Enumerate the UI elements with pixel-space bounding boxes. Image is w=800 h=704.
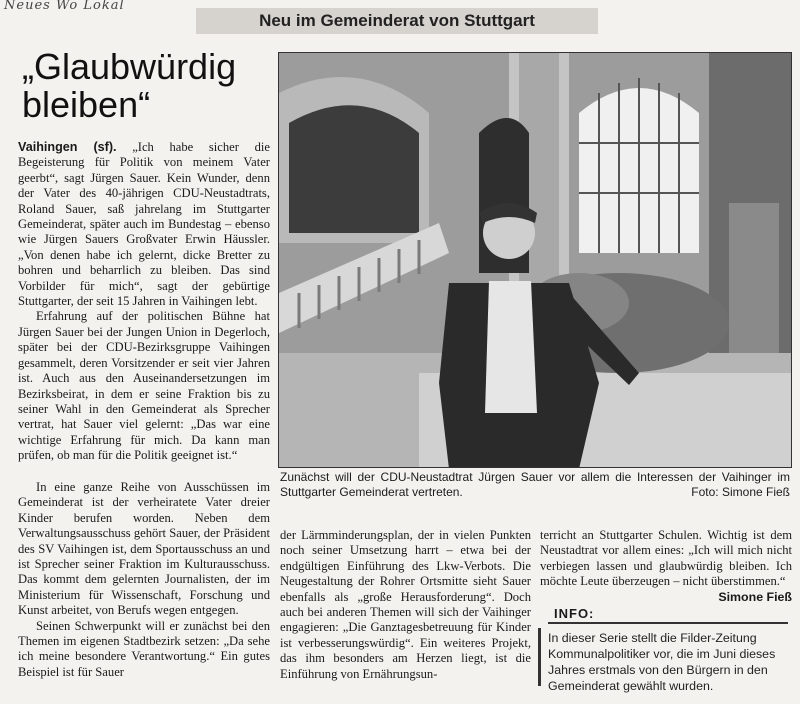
paragraph: der Lärmminderungsplan, der in vielen Punkten noch seiner Umsetzung harrt – etwa bei der endgültigen Einführung des Lkw-Verbots. Die Neugestaltung der Rohrer Ortsmitte sieht Sauer ebenfalls als „große Herausforderung“. Doch auch bei anderen Themen will sich der Vaihinger engagieren: „Die Ganztagesbetreuung für Kinder ist verbesserungswürdig“. Ein weiteres Projekt, das ihm besonders am Herzen liegt, ist die Einführung von Ernährungsun- xyxy=(280,528,531,681)
headline-line-2: bleiben“ xyxy=(22,84,151,125)
article-column-2 xyxy=(280,528,531,682)
headline xyxy=(22,48,272,124)
article-column-1 xyxy=(18,140,270,464)
handwritten-note: Neues Wo Lokal xyxy=(4,0,125,13)
author-byline: Simone Fieß xyxy=(718,589,792,604)
article-column-3 xyxy=(540,528,792,605)
photo-credit: Foto: Simone Fieß xyxy=(691,485,790,499)
paragraph: Erfahrung auf der politischen Bühne hat Jürgen Sauer bei der Jungen Union in Degerloch, später bei der CDU-Bezirksgruppe Vaihingen gesammelt, deren Vorsitzender er seit vier Jahren ist. Auch aus den Auseinandersetzungen im Bezirksbeirat, in dem er seine Fraktion bis zu seiner Wahl in den Gemeinderat als Sprecher vertrat, hat Sauer viel gelernt: „Das war eine wichtige Erfahrung für mich. Da kann man prüfen, ob man für die Politik geeignet ist.“ xyxy=(18,309,270,463)
section-kicker: Neu im Gemeinderat von Stuttgart xyxy=(196,8,598,34)
paragraph xyxy=(18,140,270,309)
photo-illustration xyxy=(279,53,792,468)
info-bar xyxy=(538,628,541,686)
paragraph-text: terricht an Stuttgarter Schulen. Wichtig ist dem Neustadtrat vor allem eines: „Ich will mich nicht verbiegen lassen und glaubwürdig bleiben. Ich möchte Leute überzeugen – nicht überstimmen.“ xyxy=(540,528,792,589)
portrait-photo xyxy=(278,52,792,468)
info-heading: INFO: xyxy=(554,606,595,621)
info-text: In dieser Serie stellt die Filder-Zeitung Kommunalpolitiker vor, die im Juni dieses Jahres erstmals von den Bürgern in den Gemeinderat gewählt wurden. xyxy=(548,631,776,693)
paragraph: In eine ganze Reihe von Ausschüssen im Gemeinderat ist der verheiratete Vater dreier Kinder berufen worden. Neben dem Verwaltungsausschuss gehört Sauer, der Präsident des SV Vaihingen ist, dem Sportausschuss an und ist Sprecher seiner Fraktion im Kulturausschuss. Das kommt dem gelernten Journalisten, der im Ministerium für Wissenschaft, Forschung und Kunst arbeitet, von Berufs wegen entgegen. xyxy=(18,480,270,618)
headline-line-1: „Glaubwürdig xyxy=(22,46,237,87)
article-column-1-continued xyxy=(18,480,270,680)
paragraph: Seinen Schwerpunkt will er zunächst bei den Themen im eigenen Stadtbezirk setzen: „Da sehe ich meine besondere Verantwortung.“ Ein gutes Beispiel ist für Sauer xyxy=(18,618,270,679)
info-box xyxy=(548,622,788,694)
photo-caption xyxy=(280,470,790,500)
paragraph xyxy=(540,528,792,604)
paragraph-text: „Ich habe sicher die Begeisterung für Politik von meinem Vater geerbt“, sagt Jürgen Sauer. Kein Wunder, denn der Vater des 40-jährigen CDU-Neustadtrats, Roland Sauer, saß jahrelang im Stuttgarter Gemeinderat, später auch im Bundestag – ebenso wie Jürgen Sauers Großvater Erwin Häussler. „Von denen habe ich gelernt, dicke Bretter zu bohren und beharrlich zu bleiben. Das sind Vorbilder für mich“, sagt der gebürtige Stuttgarter, der seit 15 Jahren in Vaihingen lebt. xyxy=(18,140,270,309)
caption-text: Zunächst will der CDU-Neustadtrat Jürgen Sauer vor allem die Interessen der Vaihinger im Stuttgarter Gemeinderat vertreten. xyxy=(280,470,790,499)
dateline: Vaihingen (sf). xyxy=(18,140,117,154)
